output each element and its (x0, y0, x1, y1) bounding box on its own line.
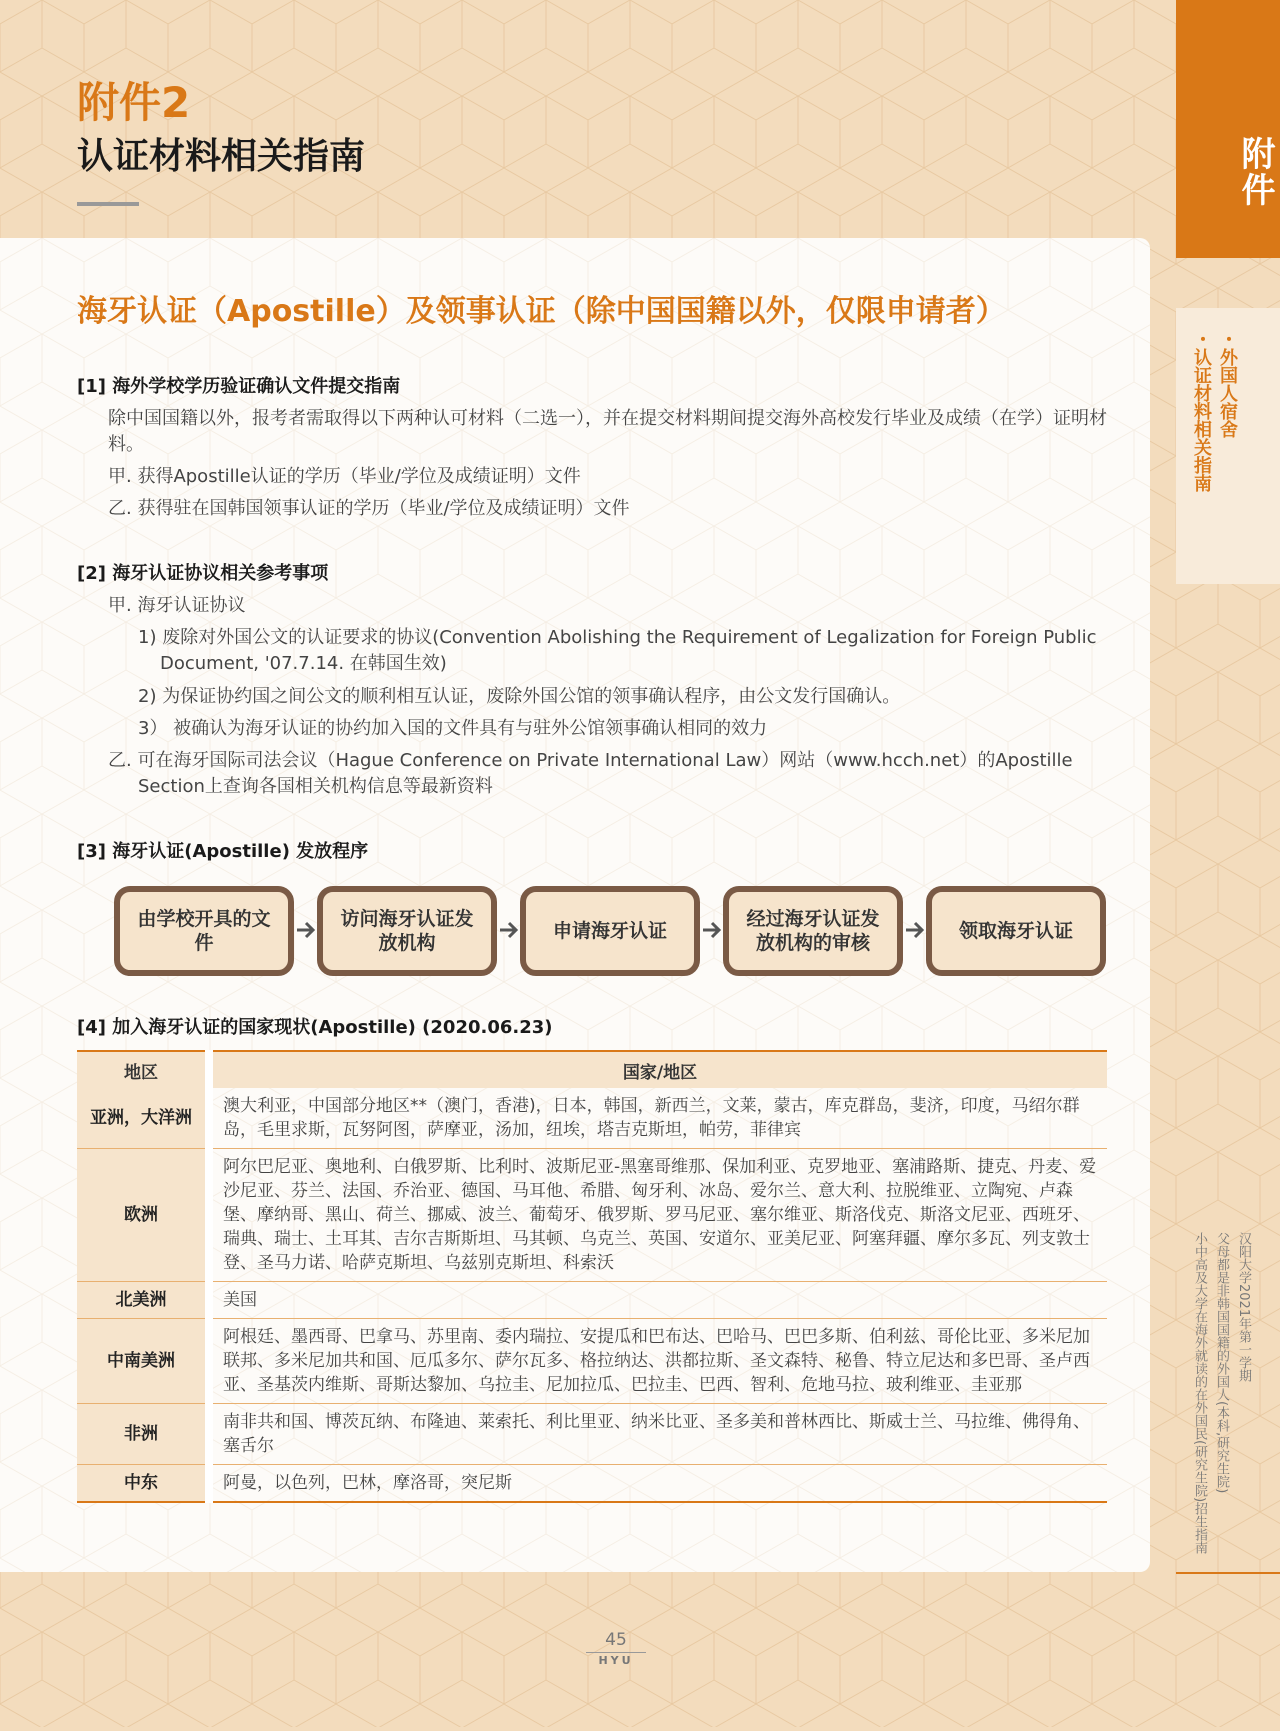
s2-item-a: 甲. 海牙认证协议 (108, 595, 246, 616)
guide-line-1: 汉阳大学2021年第一学期 (1236, 1232, 1251, 1383)
arrow-right-icon (295, 918, 317, 942)
s2-heading: [2] 海牙认证协议相关参考事项 (77, 563, 329, 584)
flow-step-1: 由学校开具的文件 (114, 886, 294, 976)
s1-heading: [1] 海外学校学历验证确认文件提交指南 (77, 376, 401, 397)
region-cell: 欧洲 (77, 1149, 209, 1282)
s2-item-a1: 1) 废除对外国公文的认证要求的协议(Convention Abolishing the Requirement of Legalization for Foreign Public Document, '07.7.14. 在韩国生效) (138, 627, 1097, 674)
table-row (77, 1319, 1107, 1404)
s2-item-a3: 3） 被确认为海牙认证的协约加入国的文件具有与驻外公馆领事确认相同的效力 (138, 718, 768, 739)
arrow-right-icon (904, 918, 926, 942)
table-row (77, 1404, 1107, 1465)
countries-cell: 阿根廷、墨西哥、巴拿马、苏里南、委内瑞拉、安提瓜和巴布达、巴哈马、巴巴多斯、伯利兹、哥伦比亚、多米尼加联邦、多米尼加共和国、厄瓜多尔、萨尔瓦多、格拉纳达、洪都拉斯、圣文森特、秘鲁、特立尼达和多巴哥、圣卢西亚、圣基茨内维斯、哥斯达黎加、乌拉圭、尼加拉瓜、巴拉圭、巴西、智利、危地马拉、玻利维亚、圭亚那 (209, 1319, 1107, 1404)
table-row (77, 1149, 1107, 1282)
countries-cell: 南非共和国、博茨瓦纳、布隆迪、莱索托、利比里亚、纳米比亚、圣多美和普林西比、斯威士兰、马拉维、佛得角、塞舌尔 (209, 1404, 1107, 1465)
flow-step-3: 申请海牙认证 (520, 886, 700, 976)
region-cell: 中东 (77, 1465, 209, 1503)
countries-cell: 澳大利亚，中国部分地区**（澳门，香港)，日本，韩国，新西兰，文莱，蒙古，库克群岛，斐济，印度，马绍尔群岛，毛里求斯，瓦努阿图，萨摩亚，汤加，纽埃，塔吉克斯坦，帕劳，菲律宾 (209, 1088, 1107, 1149)
brand-mark: HYU (598, 1654, 634, 1667)
countries-cell: 阿曼，以色列，巴林，摩洛哥，突尼斯 (209, 1465, 1107, 1503)
s1-item-b: 乙. 获得驻在国韩国领事认证的学历（毕业/学位及成绩证明）文件 (108, 498, 630, 519)
table-row (77, 1282, 1107, 1319)
page-number: 45 (605, 1630, 627, 1650)
page-header (77, 78, 365, 206)
table-header-row (77, 1051, 1107, 1088)
arrow-right-icon (701, 918, 723, 942)
countries-cell: 美国 (209, 1282, 1107, 1319)
s3-heading: [3] 海牙认证(Apostille) 发放程序 (77, 841, 369, 862)
col-header-region: 地区 (77, 1051, 209, 1088)
apostille-country-table (77, 1050, 1107, 1503)
table-row (77, 1088, 1107, 1149)
guide-line-3: 小中高及大学在海外就读的在外国民(研究生院)招生指南 (1192, 1232, 1207, 1555)
region-cell: 北美洲 (77, 1282, 209, 1319)
guide-line-2: 父母都是非韩国国籍的外国人(本科,研究生院) (1214, 1232, 1229, 1494)
table-row (77, 1465, 1107, 1503)
countries-cell: 阿尔巴尼亚、奥地利、白俄罗斯、比利时、波斯尼亚-黑塞哥维那、保加利亚、克罗地亚、塞浦路斯、捷克、丹麦、爱沙尼亚、芬兰、法国、乔治亚、德国、马耳他、希腊、匈牙利、冰岛、爱尔兰、意大利、拉脱维亚、立陶宛、卢森堡、摩纳哥、黑山、荷兰、挪威、波兰、葡萄牙、俄罗斯、罗马尼亚、塞尔维亚、斯洛伐克、斯洛文尼亚、西班牙、瑞典、瑞士、土耳其、吉尔吉斯斯坦、马其顿、乌克兰、英国、安道尔、亚美尼亚、阿塞拜疆、摩尔多瓦、列支敦士登、圣马力诺、哈萨克斯坦、乌兹别克斯坦、科索沃 (209, 1149, 1107, 1282)
s1-item-a: 甲. 获得Apostille认证的学历（毕业/学位及成绩证明）文件 (108, 466, 581, 487)
col-header-countries: 国家/地区 (209, 1051, 1107, 1088)
region-cell: 中南美洲 (77, 1319, 209, 1404)
page-number-rule (586, 1652, 646, 1653)
region-cell: 非洲 (77, 1404, 209, 1465)
side-divider (1176, 1572, 1280, 1574)
side-tab-appendix[interactable]: 附件 (1176, 0, 1280, 258)
s2-item-b: 乙. 可在海牙国际司法会议（Hague Conference on Private International Law）网站（www.hcch.net）的Apostille Section上查询各国相关机构信息等最新资料 (108, 750, 1073, 797)
arrow-right-icon (498, 918, 520, 942)
side-tab-item-dormitory: ・外国人宿舍 (1217, 330, 1238, 438)
appendix-label: 附件2 (77, 78, 191, 127)
region-cell: 亚洲，大洋洲 (77, 1088, 209, 1149)
s4-heading: [4] 加入海牙认证的国家现状(Apostille) (2020.06.23) (77, 1017, 553, 1038)
flow-step-4: 经过海牙认证发放机构的审核 (723, 886, 903, 976)
section-title: 海牙认证（Apostille）及领事认证（除中国国籍以外，仅限申请者） (77, 294, 1006, 329)
side-guide-text (1188, 1232, 1254, 1554)
s1-intro: 除中国国籍以外，报考者需取得以下两种认可材料（二选一），并在提交材料期间提交海外高校发行毕业及成绩（在学）证明材料。 (108, 408, 1107, 455)
flow-step-2: 访问海牙认证发放机构 (317, 886, 497, 976)
s2-item-a2: 2) 为保证协约国之间公文的顺利相互认证，废除外国公馆的领事确认程序，由公文发行国确认。 (138, 686, 901, 707)
flow-step-5: 领取海牙认证 (926, 886, 1106, 976)
title-underline (77, 202, 139, 206)
side-tab-sub-text (1188, 330, 1240, 492)
side-tab-item-certification: ・认证材料相关指南 (1191, 330, 1212, 492)
page-title: 认证材料相关指南 (77, 136, 366, 177)
